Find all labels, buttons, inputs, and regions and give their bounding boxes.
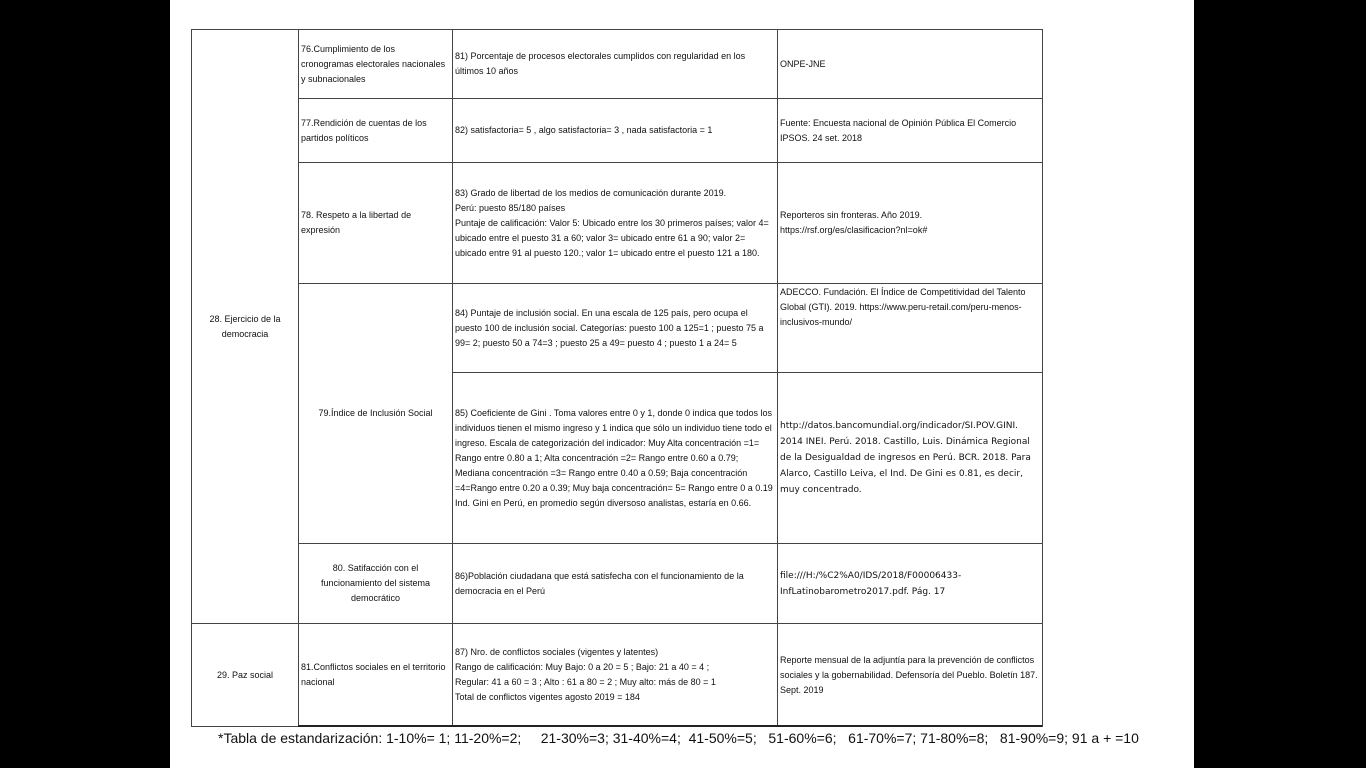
source-cell: ADECCO. Fundación. El Índice de Competitividad del Talento Global (GTI). 2019. https://www.peru-retail.com/peru-menos-inclusivos-mundo/ (778, 284, 1043, 373)
indicator-cell: 80. Satifacción con el funcionamiento del sistema democrático (299, 544, 453, 624)
table-row (192, 284, 1043, 373)
indicator-cell: 76.Cumplimiento de los cronogramas electorales nacionales y subnacionales (299, 30, 453, 99)
metric-cell: 86)Población ciudadana que está satisfecha con el funcionamiento de la democracia en el Perú (453, 544, 778, 624)
metric-cell: 84) Puntaje de inclusión social. En una escala de 125 país, pero ocupa el puesto 100 de inclusión social. Categorías: puesto 100 a 125=1 ; puesto 75 a 99= 2; puesto 50 a 74=3 ; puesto 25 a 49= puesto 4 ; puesto 1 a 24= 5 (453, 284, 778, 373)
source-cell: Reporteros sin fronteras. Año 2019. https://rsf.org/es/clasificacion?nl=ok# (778, 163, 1043, 284)
metric-cell: 83) Grado de libertad de los medios de comunicación durante 2019. Perú: puesto 85/180 países Puntaje de calificación: Valor 5: Ubicado entre los 30 primeros países; valor 4= ubicado entre el puesto 31 a 60; valor 3= ubicado entre 61 a 90; valor 2= ubicado entre 91 al puesto 120.; valor 1= ubicado entre el puesto 121 a 180. (453, 163, 778, 284)
metric-cell: 81) Porcentaje de procesos electorales cumplidos con regularidad en los últimos 10 años (453, 30, 778, 99)
table-row (192, 99, 1043, 163)
table-row (192, 30, 1043, 99)
dimension-cell: 29. Paz social (192, 624, 299, 727)
table-row (192, 624, 1043, 727)
source-cell: Fuente: Encuesta nacional de Opinión Pública El Comercio IPSOS. 24 set. 2018 (778, 99, 1043, 163)
dimension-cell: 28. Ejercicio de la democracia (192, 30, 299, 624)
metric-cell: 87) Nro. de conflictos sociales (vigentes y latentes) Rango de calificación: Muy Bajo: 0 a 20 = 5 ; Bajo: 21 a 40 = 4 ; Regular: 41 a 60 = 3 ; Alto : 61 a 80 = 2 ; Muy alto: más de 80 = 1 Total de conflictos vigentes agosto 2019 = 184 (453, 624, 778, 727)
indicator-cell: 77.Rendición de cuentas de los partidos políticos (299, 99, 453, 163)
source-text: file:///H:/%C2%A0/IDS/2018/F00006433-InfLatinobarometro2017.pdf. Pág. 17 (780, 570, 962, 597)
indicator-cell: 78. Respeto a la libertad de expresión (299, 163, 453, 284)
source-text: http://datos.bancomundial.org/indicador/SI.POV.GINI. 2014 INEI. Perú. 2018. Castillo, Luis. Dinámica Regional de la Desigualdad de ingresos en Perú. BCR. 2018. Para Alarco, Castillo Leiva, el Ind. De Gini es 0.81, es decir, muy concentrado. (780, 421, 1031, 495)
source-cell: ONPE-JNE (778, 30, 1043, 99)
indicators-table (191, 29, 1043, 727)
source-cell: Reporte mensual de la adjuntía para la prevención de conflictos sociales y la gobernabilidad. Defensoría del Pueblo. Boletín 187. Sept. 2019 (778, 624, 1043, 727)
metric-cell: 82) satisfactoria= 5 , algo satisfactoria= 3 , nada satisfactoria = 1 (453, 99, 778, 163)
metric-cell: 85) Coeficiente de Gini . Toma valores entre 0 y 1, donde 0 indica que todos los individuos tienen el mismo ingreso y 1 indica que sólo un individuo tiene todo el ingreso. Escala de categorización del indicador: Muy Alta concentración =1= Rango entre 0.80 a 1; Alta concentración =2= Rango entre 0.60 a 0.79; Mediana concentración =3= Rango entre 0.40 a 0.59; Baja concentración =4=Rango entre 0.20 a 0.39; Muy baja concentración= 5= Rango entre 0 a 0.19 Ind. Gini en Perú, en promedio según diversoso analistas, estaría en 0.66. (453, 373, 778, 544)
table-row (192, 544, 1043, 624)
indicator-cell: 79.Índice de Inclusión Social (299, 284, 453, 544)
source-cell (778, 544, 1043, 624)
standardization-footnote: *Tabla de estandarización: 1-10%= 1; 11-20%=2; 21-30%=3; 31-40%=4; 41-50%=5; 51-60%=6; 61-70%=7; 71-80%=8; 81-90%=9; 91 a + =10 (218, 730, 1139, 746)
source-cell (778, 373, 1043, 544)
indicator-cell: 81.Conflictos sociales en el territorio nacional (299, 624, 453, 727)
table-row (192, 163, 1043, 284)
document-page (170, 0, 1194, 768)
table-bottom-rule (298, 725, 1042, 727)
